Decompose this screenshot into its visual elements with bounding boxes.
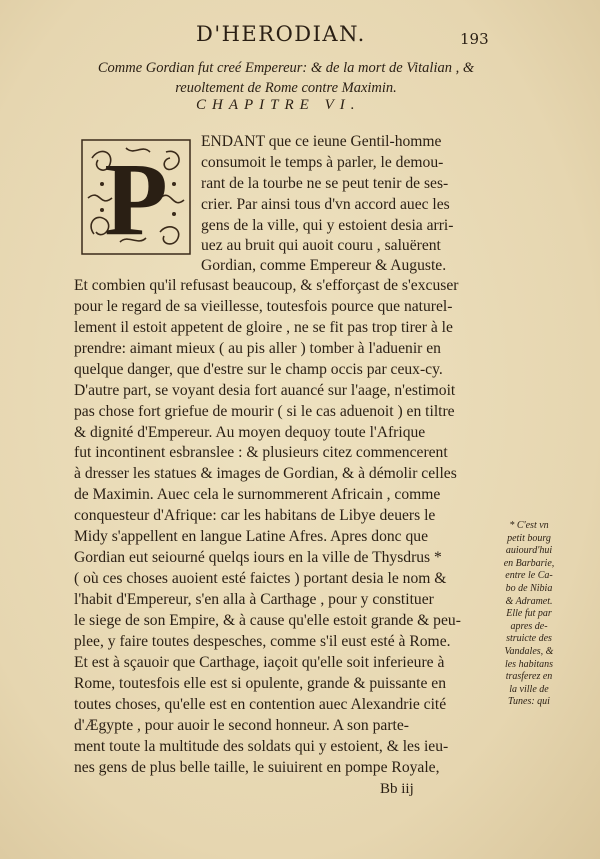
text-line: ENDANT que ce ieune Gentil-homme (201, 133, 442, 150)
text-line: le siege de son Empire, & à cause qu'elle estoit grande & peu- (74, 612, 461, 629)
chapter-title: CHAPITRE VI. (196, 97, 361, 113)
text-line: prendre: aimant mieux ( au pis aller ) tomber à l'aduenir en (74, 340, 441, 357)
margin-line: apres de- (510, 620, 548, 632)
margin-line: bo de Nibia (505, 582, 553, 594)
text-line: Et combien qu'il refusast beaucoup, & s'efforçast de s'excuser (74, 277, 459, 294)
text-line: d'Ægypte , pour auoir le second honneur. A son parte- (74, 717, 409, 734)
text-line: uez au bruit qui auoit couru , saluërent (201, 237, 441, 254)
text-line: plee, y faire toutes despesches, comme s'il eust esté à Rome. (74, 633, 451, 650)
running-head: D'HERODIAN. (196, 22, 366, 46)
text-line: ment toute la multitude des soldats qui y estoient, & les ieu- (74, 738, 449, 755)
text-line: quelque danger, que d'estre sur le champ occis par ceux-cy. (74, 361, 443, 378)
margin-line: trasferez en (505, 671, 553, 683)
text-line: consumoit le temps à parler, le demou- (201, 154, 444, 171)
text-line: toutes choses, qu'elle est en contention auec Alexandrie cité (74, 696, 447, 713)
text-line: Rome, toutesfois elle est si opulente, grande & puissante en (74, 675, 447, 692)
margin-line: * C'est vn (509, 520, 549, 531)
text-line: rant de la tourbe ne se peut tenir de ses- (201, 175, 449, 192)
margin-line: entre le Ca- (505, 570, 553, 582)
chapter-summary-line-1: Comme Gordian fut creé Empereur: & de la mort de Vitalian , & (97, 60, 475, 76)
text-line: Midy s'appellent en langue Latine Afres. Apres donc que (74, 528, 429, 545)
text-line: pour le regard de sa vieillesse, toutesfois pource que naturel- (74, 298, 453, 315)
text-line: gens de la ville, qui y estoient desia arri- (201, 217, 454, 234)
text-line: conquesteur d'Afrique: car les habitans de Libye deuers le (74, 507, 436, 524)
text-line: Gordian, comme Empereur & Auguste. (201, 257, 447, 274)
signature-mark: Bb iij (380, 781, 414, 797)
text-line: pas chose fort griefue de mourir ( si le cas aduenoit ) en tiltre (74, 403, 455, 420)
text-line: Et est à sçauoir que Carthage, iaçoit qu'elle soit inferieure à (74, 654, 445, 671)
text-line: nes gens de plus belle taille, le suiuirent en pompe Royale, (74, 759, 440, 776)
text-line: Gordian eut seiourné quelqs iours en la ville de Thysdrus * (74, 549, 442, 566)
margin-line: en Barbarie, (503, 557, 555, 569)
margin-line: la ville de (509, 683, 549, 695)
svg-text:P: P (104, 142, 168, 256)
text-line: D'autre part, se voyant desia fort auancé sur l'aage, n'estimoit (74, 382, 456, 399)
margin-line: Tunes: qui (508, 696, 550, 708)
margin-line: struicte des (506, 633, 552, 645)
text-line: l'habit d'Empereur, s'en alla à Carthage , pour y constituer (74, 591, 434, 608)
chapter-summary-line-2: reuoltement de Rome contre Maximin. (175, 80, 397, 96)
text-line: fut incontinent esbranslee : & plusieurs citez commencerent (74, 444, 448, 461)
margin-line: Vandales, & (504, 645, 554, 657)
text-line: crier. Par ainsi tous d'vn accord auec les (201, 196, 450, 213)
text-line: lement il estoit appetent de gloire , ne se fit pas trop tirer à le (74, 319, 453, 336)
margin-line: auiourd'hui (505, 545, 553, 557)
ornamental-initial-p (80, 138, 192, 256)
page-number: 193 (460, 30, 489, 48)
text-line: ( où ces choses auoient esté faictes ) portant desia le nom & (74, 570, 447, 587)
margin-line: les habitans (504, 658, 554, 670)
margin-line: Elle fut par (506, 608, 552, 620)
text-line: & dignité d'Empereur. Au moyen dequoy toute l'Afrique (74, 424, 426, 441)
text-line: à dresser les statues & images de Gordian, & à démolir celles (74, 465, 457, 482)
margin-line: & Adramet. (505, 595, 553, 607)
margin-line: petit bourg (507, 532, 551, 544)
text-line: de Maximin. Auec cela le surnommerent Africain , comme (74, 486, 441, 503)
marginal-note (486, 520, 572, 709)
